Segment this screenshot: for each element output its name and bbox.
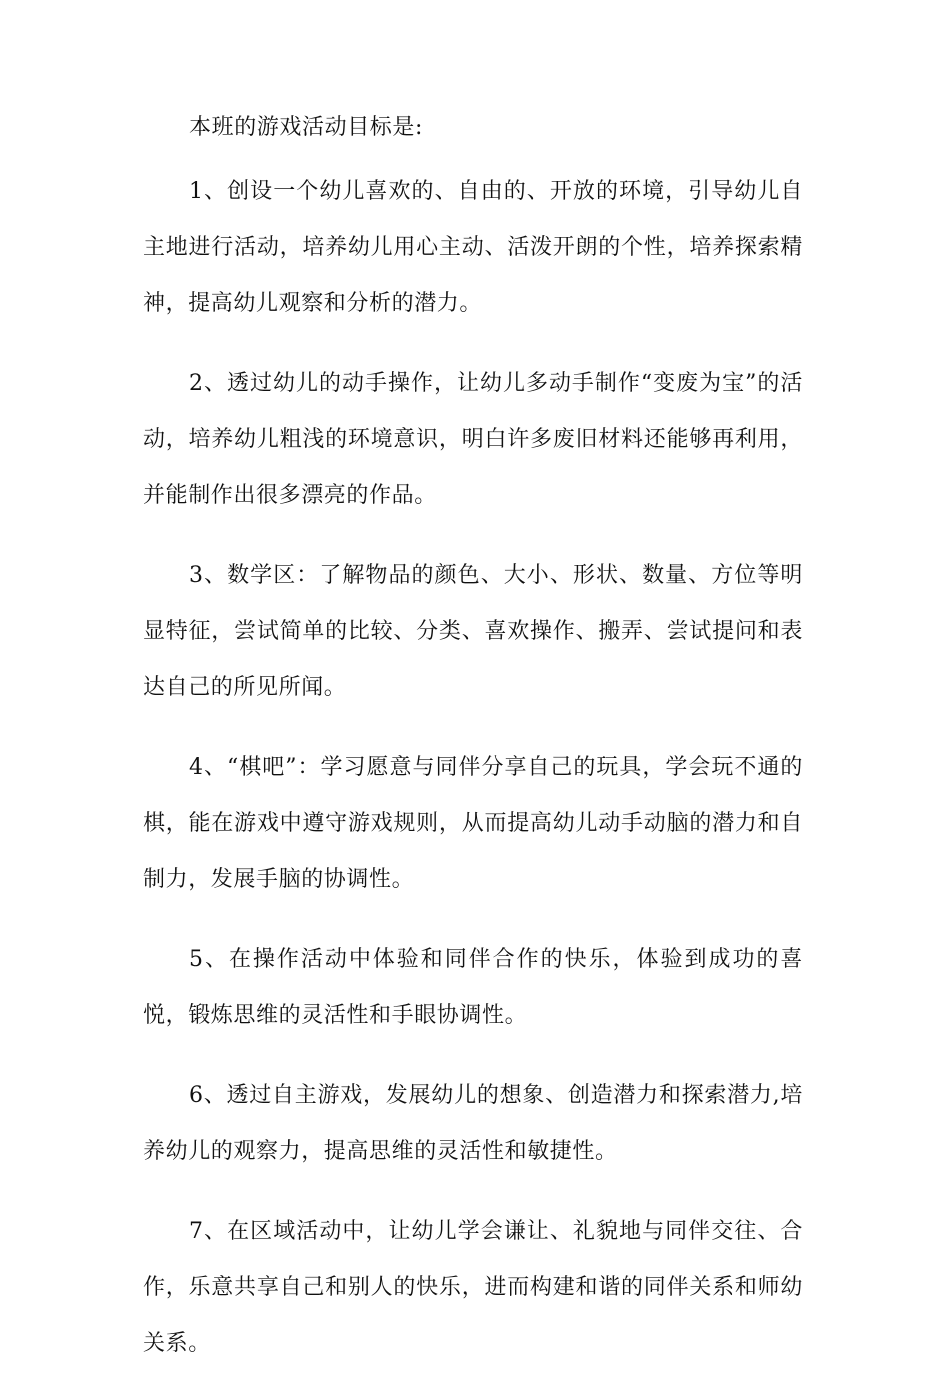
goal-paragraph-7: 7、在区域活动中，让幼儿学会谦让、礼貌地与同伴交往、合作，乐意共享自己和别人的快乐，进而构建和谐的同伴关系和师幼关系。 xyxy=(143,1219,803,1356)
goal-paragraph-4: 4、“棋吧”：学习愿意与同伴分享自己的玩具，学会玩不通的棋，能在游戏中遵守游戏规则，从而提高幼儿动手动脑的潜力和自制力，发展手脑的协调性。 xyxy=(143,755,803,892)
document-body xyxy=(143,100,803,1396)
goal-paragraph-3: 3、数学区：了解物品的颜色、大小、形状、数量、方位等明显特征，尝试简单的比较、分类、喜欢操作、搬弄、尝试提问和表达自己的所见所闻。 xyxy=(143,563,803,700)
goal-paragraph-6: 6、透过自主游戏，发展幼儿的想象、创造潜力和探索潜力,培养幼儿的观察力，提高思维的灵活性和敏捷性。 xyxy=(143,1083,803,1164)
goal-paragraph-1: 1、创设一个幼儿喜欢的、自由的、开放的环境，引导幼儿自主地进行活动，培养幼儿用心主动、活泼开朗的个性，培养探索精神，提高幼儿观察和分析的潜力。 xyxy=(143,179,803,316)
goal-paragraph-5: 5、在操作活动中体验和同伴合作的快乐，体验到成功的喜悦，锻炼思维的灵活性和手眼协调性。 xyxy=(143,947,803,1028)
goal-paragraph-2: 2、透过幼儿的动手操作，让幼儿多动手制作“变废为宝”的活动，培养幼儿粗浅的环境意识，明白许多废旧材料还能够再利用，并能制作出很多漂亮的作品。 xyxy=(143,371,803,508)
intro-text: 本班的游戏活动目标是: xyxy=(189,115,424,140)
